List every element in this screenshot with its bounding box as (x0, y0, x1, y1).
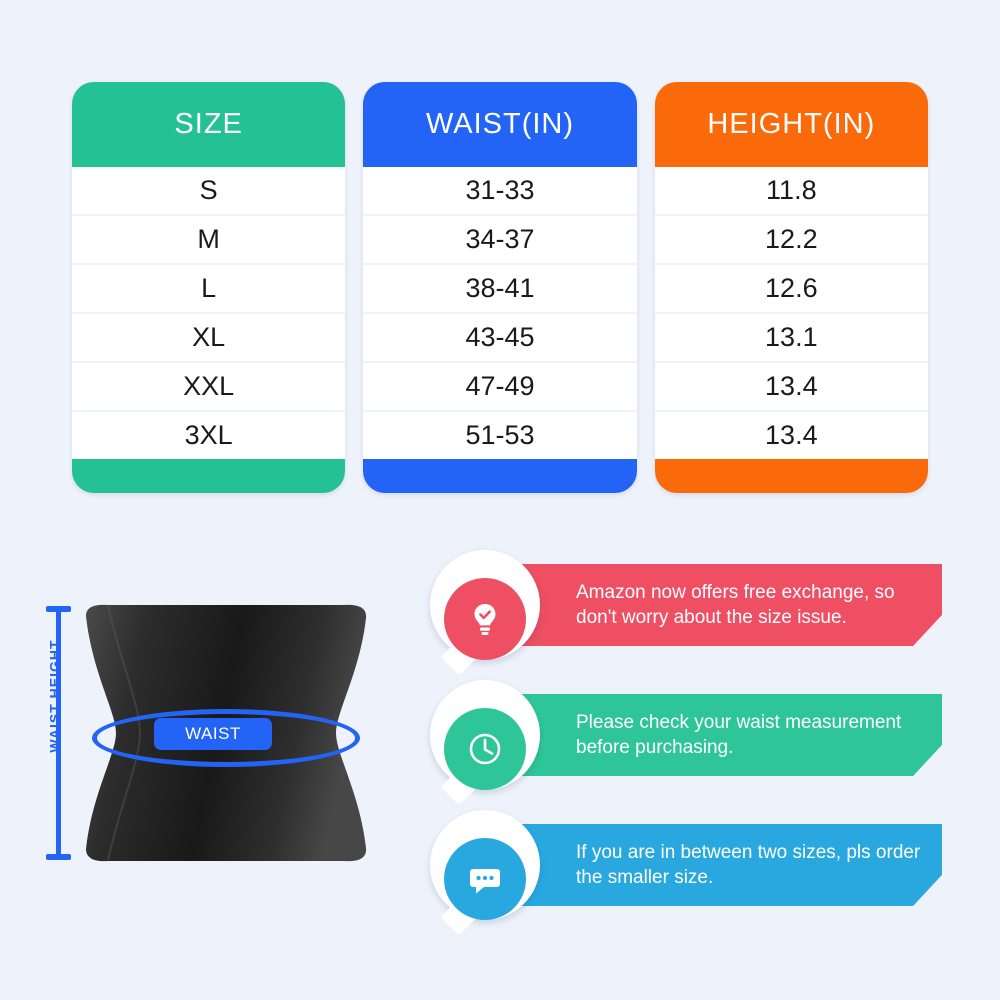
table-cell: 47-49 (363, 363, 636, 412)
product-illustration (20, 556, 430, 976)
size-column-body (72, 167, 345, 493)
table-cell: M (72, 216, 345, 265)
waist-label: WAIST (154, 718, 272, 750)
column-header-height: HEIGHT(IN) (707, 108, 876, 140)
table-cell: 31-33 (363, 167, 636, 216)
waist-column (363, 82, 636, 493)
ruler-cap-bottom (46, 854, 71, 860)
table-cell: 13.4 (655, 363, 928, 412)
note-text: Please check your waist measurement before purchasing. (576, 712, 902, 758)
table-cell: 13.1 (655, 314, 928, 363)
height-column-body (655, 167, 928, 493)
table-cell: 3XL (72, 412, 345, 459)
notes-list (430, 556, 990, 976)
table-cell: 12.2 (655, 216, 928, 265)
note-item (430, 824, 942, 906)
table-cell: 43-45 (363, 314, 636, 363)
height-measure-ruler (42, 602, 74, 864)
column-header-size: SIZE (174, 108, 243, 140)
table-cell: L (72, 265, 345, 314)
table-cell: 12.6 (655, 265, 928, 314)
note-item (430, 564, 942, 646)
table-cell: 34-37 (363, 216, 636, 265)
table-cell: 51-53 (363, 412, 636, 459)
note-text: If you are in between two sizes, pls order the smaller size. (576, 842, 921, 888)
table-cell: XXL (72, 363, 345, 412)
height-column (655, 82, 928, 493)
table-cell: XL (72, 314, 345, 363)
table-cell: 38-41 (363, 265, 636, 314)
waist-height-label: WAIST HEIGHT (46, 639, 63, 753)
column-header-waist: WAIST(IN) (425, 108, 575, 140)
note-text: Amazon now offers free exchange, so don't worry about the size issue. (576, 582, 895, 628)
table-cell: S (72, 167, 345, 216)
table-cell: 13.4 (655, 412, 928, 459)
speech-bubble-icon (444, 838, 526, 920)
note-item (430, 694, 942, 776)
waist-column-body (363, 167, 636, 493)
size-chart-table (72, 82, 928, 493)
size-column (72, 82, 345, 493)
clock-icon (444, 708, 526, 790)
table-cell: 11.8 (655, 167, 928, 216)
lightbulb-check-icon (444, 578, 526, 660)
